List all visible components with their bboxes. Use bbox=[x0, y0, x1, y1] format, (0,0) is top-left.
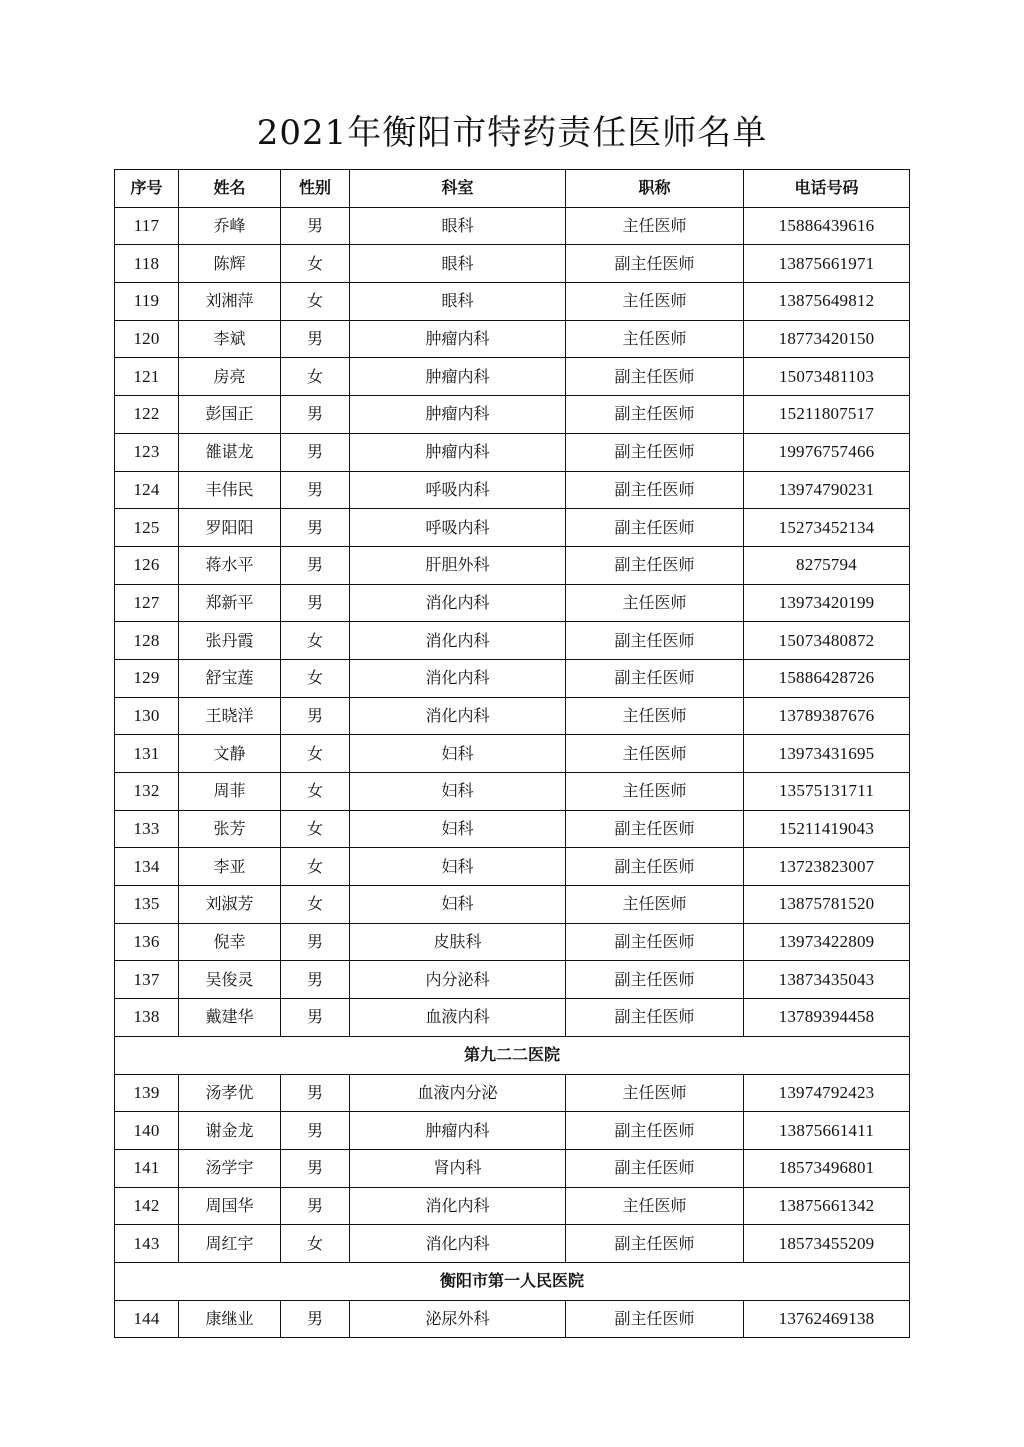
cell-department: 肿瘤内科 bbox=[350, 433, 566, 471]
cell-phone: 8275794 bbox=[744, 546, 910, 584]
header-serial-number: 序号 bbox=[115, 170, 179, 208]
cell-serial-number: 135 bbox=[115, 886, 179, 924]
cell-gender: 男 bbox=[281, 471, 350, 509]
cell-title: 主任医师 bbox=[566, 735, 744, 773]
cell-gender: 男 bbox=[281, 1074, 350, 1112]
cell-department: 血液内分泌 bbox=[350, 1074, 566, 1112]
cell-gender: 男 bbox=[281, 961, 350, 999]
cell-gender: 女 bbox=[281, 848, 350, 886]
cell-phone: 13973431695 bbox=[744, 735, 910, 773]
cell-name: 刘淑芳 bbox=[179, 886, 281, 924]
table-row bbox=[115, 584, 910, 622]
cell-serial-number: 125 bbox=[115, 509, 179, 547]
cell-phone: 13973422809 bbox=[744, 923, 910, 961]
cell-department: 眼科 bbox=[350, 245, 566, 283]
header-title: 职称 bbox=[566, 170, 744, 208]
cell-title: 主任医师 bbox=[566, 1187, 744, 1225]
cell-phone: 18573455209 bbox=[744, 1225, 910, 1263]
cell-name: 丰伟民 bbox=[179, 471, 281, 509]
section-row bbox=[115, 1036, 910, 1074]
cell-gender: 女 bbox=[281, 659, 350, 697]
table-row bbox=[115, 1187, 910, 1225]
cell-department: 眼科 bbox=[350, 283, 566, 321]
cell-phone: 13875649812 bbox=[744, 283, 910, 321]
table-row bbox=[115, 961, 910, 999]
cell-phone: 13789387676 bbox=[744, 697, 910, 735]
cell-gender: 女 bbox=[281, 245, 350, 283]
cell-gender: 女 bbox=[281, 622, 350, 660]
cell-phone: 13875661342 bbox=[744, 1187, 910, 1225]
cell-gender: 女 bbox=[281, 810, 350, 848]
cell-name: 李亚 bbox=[179, 848, 281, 886]
cell-serial-number: 131 bbox=[115, 735, 179, 773]
cell-gender: 男 bbox=[281, 999, 350, 1037]
cell-name: 彭国正 bbox=[179, 396, 281, 434]
cell-name: 张丹霞 bbox=[179, 622, 281, 660]
cell-department: 肝胆外科 bbox=[350, 546, 566, 584]
cell-serial-number: 140 bbox=[115, 1112, 179, 1150]
cell-title: 主任医师 bbox=[566, 207, 744, 245]
header-department: 科室 bbox=[350, 170, 566, 208]
cell-department: 消化内科 bbox=[350, 697, 566, 735]
cell-title: 副主任医师 bbox=[566, 622, 744, 660]
table-row bbox=[115, 923, 910, 961]
cell-name: 王晓洋 bbox=[179, 697, 281, 735]
cell-serial-number: 138 bbox=[115, 999, 179, 1037]
cell-title: 主任医师 bbox=[566, 773, 744, 811]
cell-department: 肿瘤内科 bbox=[350, 1112, 566, 1150]
table-row bbox=[115, 697, 910, 735]
cell-phone: 15211419043 bbox=[744, 810, 910, 848]
cell-name: 康继业 bbox=[179, 1300, 281, 1338]
cell-title: 主任医师 bbox=[566, 886, 744, 924]
cell-gender: 男 bbox=[281, 546, 350, 584]
cell-serial-number: 142 bbox=[115, 1187, 179, 1225]
cell-phone: 13974792423 bbox=[744, 1074, 910, 1112]
document-title: 2021年衡阳市特药责任医师名单 bbox=[256, 113, 768, 153]
cell-gender: 男 bbox=[281, 697, 350, 735]
cell-title: 主任医师 bbox=[566, 320, 744, 358]
cell-serial-number: 127 bbox=[115, 584, 179, 622]
cell-name: 汤孝优 bbox=[179, 1074, 281, 1112]
cell-phone: 15073480872 bbox=[744, 622, 910, 660]
cell-gender: 男 bbox=[281, 1112, 350, 1150]
cell-serial-number: 118 bbox=[115, 245, 179, 283]
cell-department: 消化内科 bbox=[350, 584, 566, 622]
table-row bbox=[115, 433, 910, 471]
cell-title: 副主任医师 bbox=[566, 546, 744, 584]
cell-title: 主任医师 bbox=[566, 584, 744, 622]
cell-name: 李斌 bbox=[179, 320, 281, 358]
table-row bbox=[115, 396, 910, 434]
table-row bbox=[115, 1225, 910, 1263]
cell-title: 副主任医师 bbox=[566, 999, 744, 1037]
cell-phone: 13873435043 bbox=[744, 961, 910, 999]
table-row bbox=[115, 810, 910, 848]
cell-department: 肿瘤内科 bbox=[350, 358, 566, 396]
cell-gender: 男 bbox=[281, 509, 350, 547]
table-row bbox=[115, 358, 910, 396]
cell-title: 主任医师 bbox=[566, 697, 744, 735]
cell-phone: 15886428726 bbox=[744, 659, 910, 697]
cell-title: 副主任医师 bbox=[566, 1112, 744, 1150]
cell-phone: 15073481103 bbox=[744, 358, 910, 396]
table-row bbox=[115, 207, 910, 245]
cell-department: 妇科 bbox=[350, 810, 566, 848]
table-row bbox=[115, 283, 910, 321]
doctor-roster-table bbox=[114, 169, 910, 1338]
cell-title: 副主任医师 bbox=[566, 659, 744, 697]
cell-title: 副主任医师 bbox=[566, 396, 744, 434]
cell-title: 主任医师 bbox=[566, 1074, 744, 1112]
cell-name: 周菲 bbox=[179, 773, 281, 811]
cell-title: 副主任医师 bbox=[566, 923, 744, 961]
cell-name: 罗阳阳 bbox=[179, 509, 281, 547]
cell-phone: 13973420199 bbox=[744, 584, 910, 622]
cell-name: 舒宝莲 bbox=[179, 659, 281, 697]
cell-name: 倪幸 bbox=[179, 923, 281, 961]
cell-department: 泌尿外科 bbox=[350, 1300, 566, 1338]
cell-department: 呼吸内科 bbox=[350, 509, 566, 547]
cell-phone: 18773420150 bbox=[744, 320, 910, 358]
cell-phone: 13789394458 bbox=[744, 999, 910, 1037]
cell-gender: 女 bbox=[281, 358, 350, 396]
cell-serial-number: 136 bbox=[115, 923, 179, 961]
table-row bbox=[115, 471, 910, 509]
cell-title: 副主任医师 bbox=[566, 245, 744, 283]
cell-phone: 15273452134 bbox=[744, 509, 910, 547]
cell-serial-number: 124 bbox=[115, 471, 179, 509]
cell-serial-number: 139 bbox=[115, 1074, 179, 1112]
table-row bbox=[115, 848, 910, 886]
cell-name: 周国华 bbox=[179, 1187, 281, 1225]
table-row bbox=[115, 999, 910, 1037]
table-row bbox=[115, 1149, 910, 1187]
table-row bbox=[115, 659, 910, 697]
cell-title: 主任医师 bbox=[566, 283, 744, 321]
cell-phone: 13875661971 bbox=[744, 245, 910, 283]
cell-phone: 15886439616 bbox=[744, 207, 910, 245]
cell-gender: 男 bbox=[281, 1149, 350, 1187]
cell-serial-number: 144 bbox=[115, 1300, 179, 1338]
cell-gender: 男 bbox=[281, 320, 350, 358]
cell-title: 副主任医师 bbox=[566, 509, 744, 547]
cell-name: 陈辉 bbox=[179, 245, 281, 283]
cell-serial-number: 117 bbox=[115, 207, 179, 245]
table-row bbox=[115, 886, 910, 924]
cell-phone: 19976757466 bbox=[744, 433, 910, 471]
cell-name: 周红宇 bbox=[179, 1225, 281, 1263]
cell-title: 副主任医师 bbox=[566, 961, 744, 999]
cell-name: 张芳 bbox=[179, 810, 281, 848]
table-row bbox=[115, 735, 910, 773]
cell-gender: 男 bbox=[281, 396, 350, 434]
cell-gender: 男 bbox=[281, 1187, 350, 1225]
cell-name: 蒋水平 bbox=[179, 546, 281, 584]
cell-title: 副主任医师 bbox=[566, 471, 744, 509]
cell-gender: 男 bbox=[281, 1300, 350, 1338]
cell-department: 消化内科 bbox=[350, 622, 566, 660]
cell-department: 消化内科 bbox=[350, 659, 566, 697]
cell-serial-number: 143 bbox=[115, 1225, 179, 1263]
table-body bbox=[115, 207, 910, 1338]
cell-serial-number: 120 bbox=[115, 320, 179, 358]
cell-title: 副主任医师 bbox=[566, 1149, 744, 1187]
cell-phone: 18573496801 bbox=[744, 1149, 910, 1187]
cell-serial-number: 137 bbox=[115, 961, 179, 999]
table-row bbox=[115, 546, 910, 584]
cell-serial-number: 121 bbox=[115, 358, 179, 396]
cell-phone: 13875781520 bbox=[744, 886, 910, 924]
cell-department: 消化内科 bbox=[350, 1187, 566, 1225]
cell-department: 肿瘤内科 bbox=[350, 320, 566, 358]
table-row bbox=[115, 509, 910, 547]
table-row bbox=[115, 1074, 910, 1112]
cell-title: 副主任医师 bbox=[566, 358, 744, 396]
cell-gender: 女 bbox=[281, 773, 350, 811]
cell-department: 消化内科 bbox=[350, 1225, 566, 1263]
cell-gender: 男 bbox=[281, 923, 350, 961]
cell-serial-number: 128 bbox=[115, 622, 179, 660]
cell-phone: 13875661411 bbox=[744, 1112, 910, 1150]
cell-serial-number: 133 bbox=[115, 810, 179, 848]
cell-name: 郑新平 bbox=[179, 584, 281, 622]
cell-title: 副主任医师 bbox=[566, 848, 744, 886]
cell-title: 副主任医师 bbox=[566, 1225, 744, 1263]
cell-gender: 女 bbox=[281, 886, 350, 924]
cell-phone: 13575131711 bbox=[744, 773, 910, 811]
cell-department: 肾内科 bbox=[350, 1149, 566, 1187]
cell-gender: 男 bbox=[281, 207, 350, 245]
cell-phone: 13974790231 bbox=[744, 471, 910, 509]
section-heading: 衡阳市第一人民医院 bbox=[115, 1262, 910, 1300]
cell-name: 房亮 bbox=[179, 358, 281, 396]
cell-serial-number: 141 bbox=[115, 1149, 179, 1187]
header-phone: 电话号码 bbox=[744, 170, 910, 208]
section-heading: 第九二二医院 bbox=[115, 1036, 910, 1074]
section-row bbox=[115, 1262, 910, 1300]
cell-name: 戴建华 bbox=[179, 999, 281, 1037]
table-row bbox=[115, 1300, 910, 1338]
table-row bbox=[115, 622, 910, 660]
cell-department: 妇科 bbox=[350, 773, 566, 811]
header-gender: 性别 bbox=[281, 170, 350, 208]
cell-title: 副主任医师 bbox=[566, 810, 744, 848]
cell-phone: 13762469138 bbox=[744, 1300, 910, 1338]
cell-department: 血液内科 bbox=[350, 999, 566, 1037]
cell-name: 文静 bbox=[179, 735, 281, 773]
cell-department: 呼吸内科 bbox=[350, 471, 566, 509]
cell-serial-number: 126 bbox=[115, 546, 179, 584]
cell-phone: 15211807517 bbox=[744, 396, 910, 434]
cell-gender: 男 bbox=[281, 584, 350, 622]
cell-gender: 女 bbox=[281, 283, 350, 321]
table-row bbox=[115, 773, 910, 811]
header-name: 姓名 bbox=[179, 170, 281, 208]
cell-name: 雒谌龙 bbox=[179, 433, 281, 471]
cell-name: 乔峰 bbox=[179, 207, 281, 245]
cell-serial-number: 132 bbox=[115, 773, 179, 811]
cell-department: 眼科 bbox=[350, 207, 566, 245]
cell-title: 副主任医师 bbox=[566, 1300, 744, 1338]
cell-name: 刘湘萍 bbox=[179, 283, 281, 321]
cell-department: 妇科 bbox=[350, 735, 566, 773]
cell-serial-number: 123 bbox=[115, 433, 179, 471]
cell-department: 皮肤科 bbox=[350, 923, 566, 961]
cell-name: 吴俊灵 bbox=[179, 961, 281, 999]
table-row bbox=[115, 245, 910, 283]
cell-department: 妇科 bbox=[350, 886, 566, 924]
cell-name: 谢金龙 bbox=[179, 1112, 281, 1150]
cell-serial-number: 129 bbox=[115, 659, 179, 697]
cell-serial-number: 130 bbox=[115, 697, 179, 735]
cell-serial-number: 134 bbox=[115, 848, 179, 886]
cell-department: 肿瘤内科 bbox=[350, 396, 566, 434]
cell-title: 副主任医师 bbox=[566, 433, 744, 471]
cell-department: 妇科 bbox=[350, 848, 566, 886]
table-row bbox=[115, 320, 910, 358]
table-header-row bbox=[115, 170, 910, 208]
table-row bbox=[115, 1112, 910, 1150]
cell-name: 汤学宇 bbox=[179, 1149, 281, 1187]
cell-serial-number: 122 bbox=[115, 396, 179, 434]
cell-gender: 女 bbox=[281, 735, 350, 773]
cell-serial-number: 119 bbox=[115, 283, 179, 321]
cell-department: 内分泌科 bbox=[350, 961, 566, 999]
cell-gender: 男 bbox=[281, 433, 350, 471]
cell-phone: 13723823007 bbox=[744, 848, 910, 886]
cell-gender: 女 bbox=[281, 1225, 350, 1263]
